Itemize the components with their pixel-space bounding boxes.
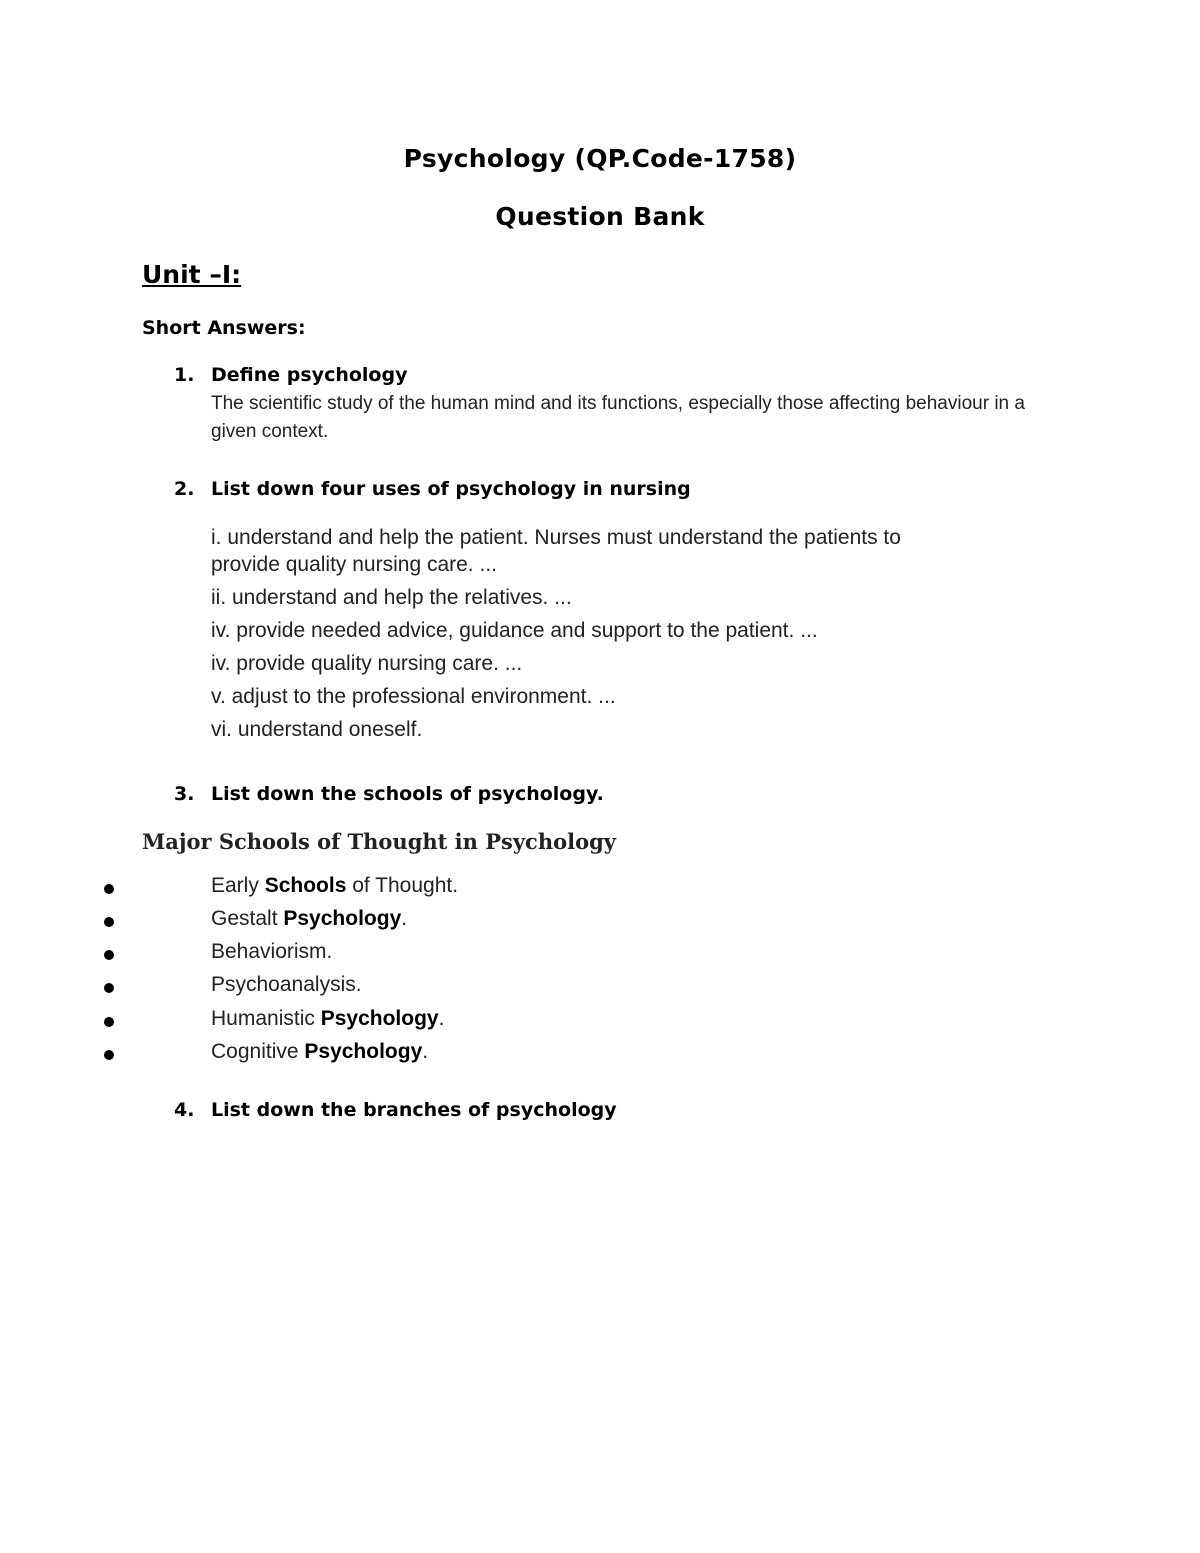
school-text: Humanistic [211, 1007, 321, 1030]
question-text: List down the schools of psychology. [211, 783, 604, 805]
question-1 [174, 364, 407, 386]
school-bold-text: Psychology [283, 907, 402, 930]
use-item: ii. understand and help the relatives. ... [211, 586, 572, 609]
school-text-suffix: . [401, 907, 408, 930]
question-text: List down the branches of psychology [211, 1099, 617, 1121]
bullet-icon [104, 1017, 114, 1027]
school-list-item [0, 940, 1200, 970]
bullet-icon [104, 983, 114, 993]
question-number: 4. [174, 1099, 195, 1121]
question-3 [174, 783, 604, 805]
school-list-item [0, 1007, 1200, 1037]
school-text: Behaviorism. [211, 940, 333, 963]
school-bold-text: Psychology [320, 1007, 439, 1030]
question-4 [174, 1099, 617, 1121]
school-list-item [0, 907, 1200, 937]
question-number: 2. [174, 478, 195, 500]
unit-heading: Unit –I: [142, 260, 242, 289]
question-number: 3. [174, 783, 195, 805]
school-bold-text: Schools [264, 874, 347, 897]
use-item: i. understand and help the patient. Nurses must understand the patients to [211, 526, 901, 549]
question-number: 1. [174, 364, 195, 386]
document-title: Psychology (QP.Code-1758) [403, 144, 797, 173]
school-list-item [0, 874, 1200, 904]
use-item: v. adjust to the professional environment. ... [211, 685, 616, 708]
section-heading: Short Answers: [142, 317, 306, 339]
use-item: iv. provide needed advice, guidance and support to the patient. ... [211, 619, 818, 642]
school-bold-text: Psychology [304, 1040, 423, 1063]
question-2 [174, 478, 691, 500]
schools-heading: Major Schools of Thought in Psychology [142, 829, 616, 854]
school-text: Gestalt [211, 907, 284, 930]
question-text: List down four uses of psychology in nursing [211, 478, 691, 500]
use-item: vi. understand oneself. [211, 718, 423, 741]
school-text-suffix: . [422, 1040, 429, 1063]
school-list-item [0, 973, 1200, 1003]
answer-1: The scientific study of the human mind and its functions, especially those affecting behaviour in a given context. [211, 393, 1025, 442]
bullet-icon [104, 950, 114, 960]
school-list-item [0, 1040, 1200, 1070]
document-subtitle: Question Bank [495, 202, 705, 231]
bullet-icon [104, 917, 114, 927]
school-text: Cognitive [211, 1040, 305, 1063]
bullet-icon [104, 1050, 114, 1060]
use-item-continued: provide quality nursing care. ... [211, 553, 497, 576]
question-text: Define psychology [211, 364, 408, 386]
school-text: Psychoanalysis. [211, 973, 362, 996]
school-text-suffix: . [438, 1007, 445, 1030]
use-item: iv. provide quality nursing care. ... [211, 652, 523, 675]
school-text: Early [211, 874, 265, 897]
school-text-suffix: of Thought. [346, 874, 459, 897]
bullet-icon [104, 884, 114, 894]
